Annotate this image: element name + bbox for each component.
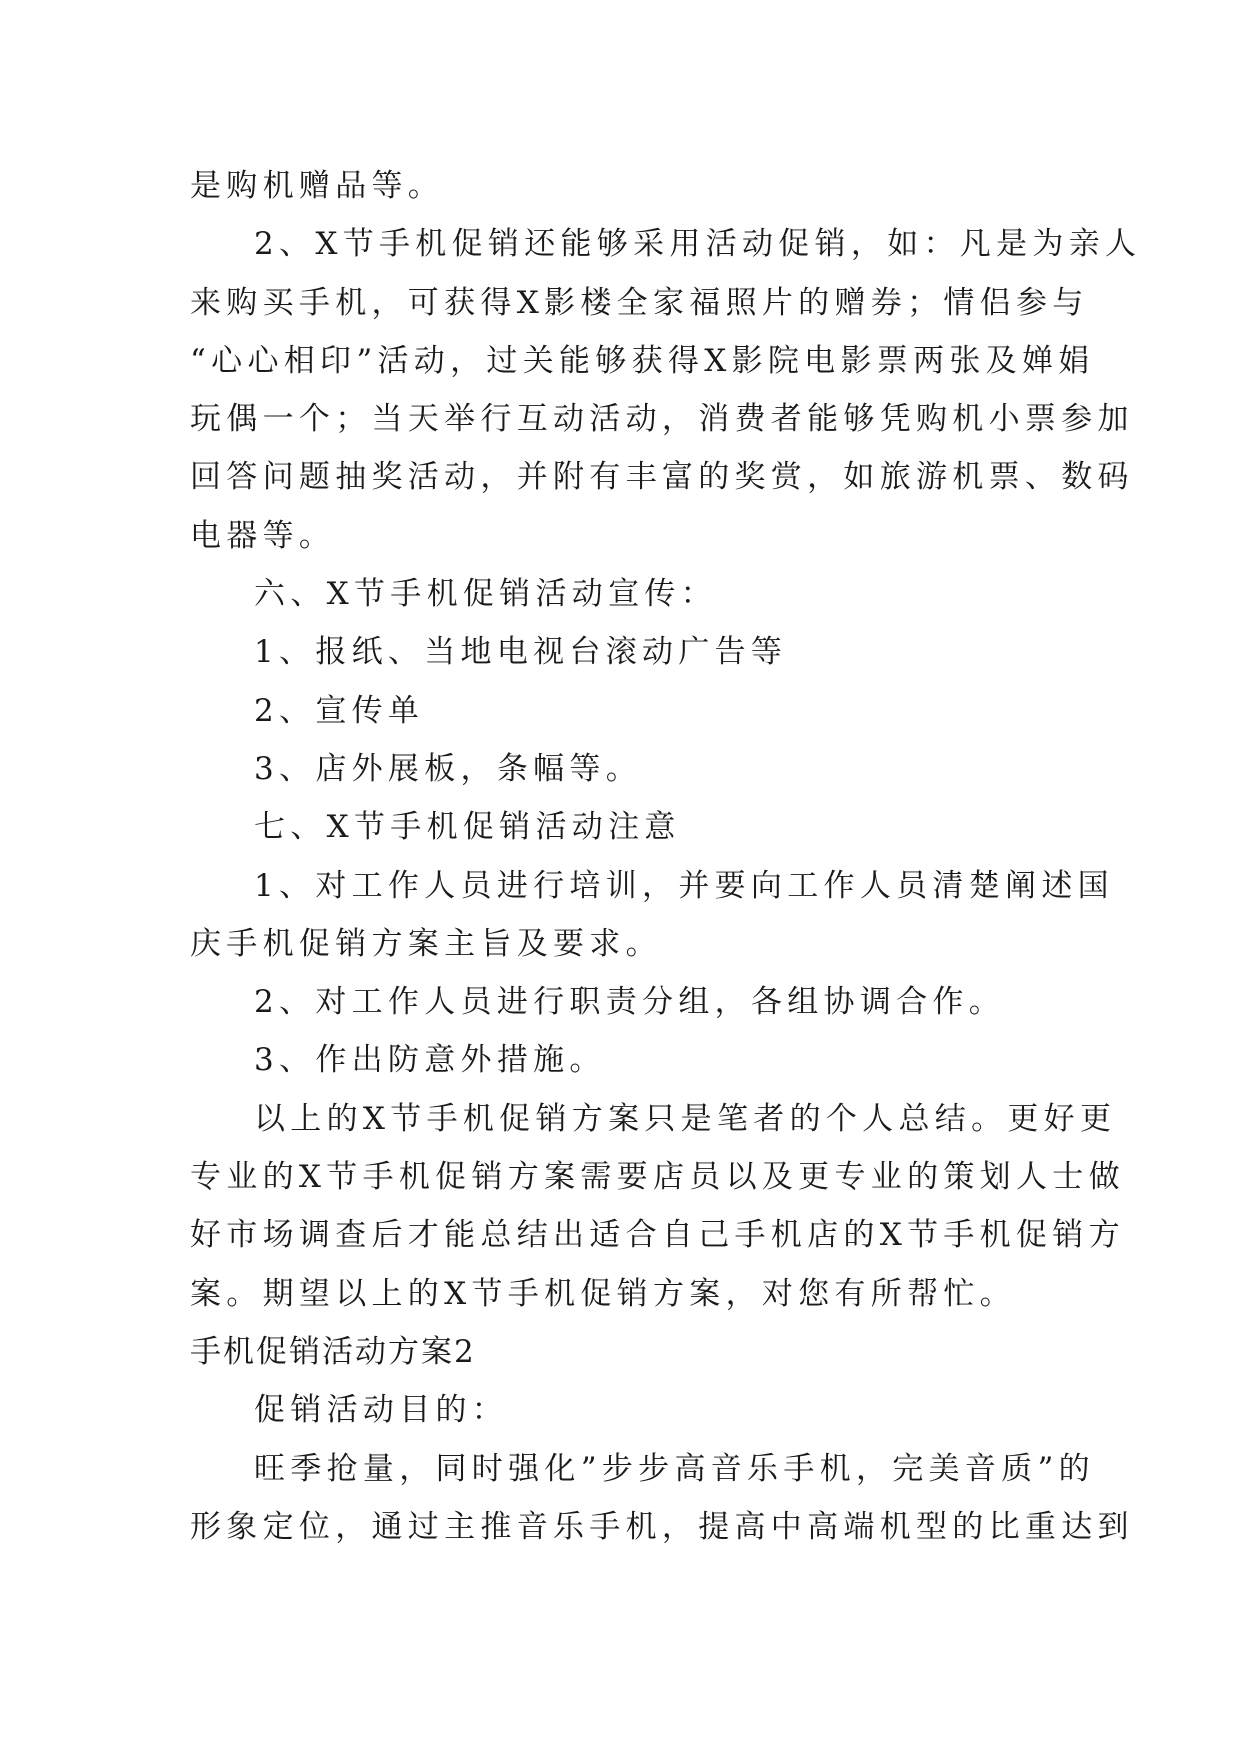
section-heading: 手机促销活动方案2 bbox=[190, 1333, 476, 1370]
document-body bbox=[190, 157, 1142, 1556]
text-line: 六、X节手机促销活动宣传： bbox=[254, 576, 717, 613]
text-line: 旺季抢量，同时强化”步步高音乐手机，完美音质”的 bbox=[254, 1450, 1095, 1487]
text-line: 2、对工作人员进行职责分组，各组协调合作。 bbox=[254, 984, 1006, 1021]
text-line: 3、店外展板，条幅等。 bbox=[254, 750, 643, 787]
text-line: 七、X节手机促销活动注意 bbox=[254, 809, 681, 846]
text-line: 1、报纸、当地电视台滚动广告等 bbox=[254, 634, 788, 671]
text-line: 回答问题抽奖活动，并附有丰富的奖赏，如旅游机票、数码 bbox=[190, 459, 1134, 496]
text-line: 以上的X节手机促销方案只是笔者的个人总结。更好更 bbox=[254, 1100, 1117, 1137]
text-line: 玩偶一个；当天举行互动活动，消费者能够凭购机小票参加 bbox=[190, 401, 1134, 438]
text-line: “心心相印”活动，过关能够获得X影院电影票两张及婵娟 bbox=[190, 342, 1095, 379]
text-line: 促销活动目的： bbox=[254, 1392, 509, 1429]
text-line: 来购买手机，可获得X影楼全家福照片的赠券；情侣参与 bbox=[190, 284, 1089, 321]
text-line: 3、作出防意外措施。 bbox=[254, 1042, 606, 1079]
text-line: 庆手机促销方案主旨及要求。 bbox=[190, 925, 662, 962]
text-line: 好市场调查后才能总结出适合自己手机店的X节手机促销方 bbox=[190, 1217, 1125, 1254]
text-line: 2、X节手机促销还能够采用活动促销，如：凡是为亲人 bbox=[254, 226, 1142, 263]
text-line: 形象定位，通过主推音乐手机，提高中高端机型的比重达到 bbox=[190, 1508, 1134, 1545]
text-line: 是购机赠品等。 bbox=[190, 168, 445, 204]
text-line: 专业的X节手机促销方案需要店员以及更专业的策划人士做 bbox=[190, 1159, 1125, 1196]
text-line: 1、对工作人员进行培训，并要向工作人员清楚阐述国 bbox=[254, 867, 1114, 904]
text-line: 电器等。 bbox=[190, 517, 336, 554]
text-line: 2、宣传单 bbox=[254, 692, 425, 729]
text-line: 案。期望以上的X节手机促销方案，对您有所帮忙。 bbox=[190, 1275, 1016, 1312]
